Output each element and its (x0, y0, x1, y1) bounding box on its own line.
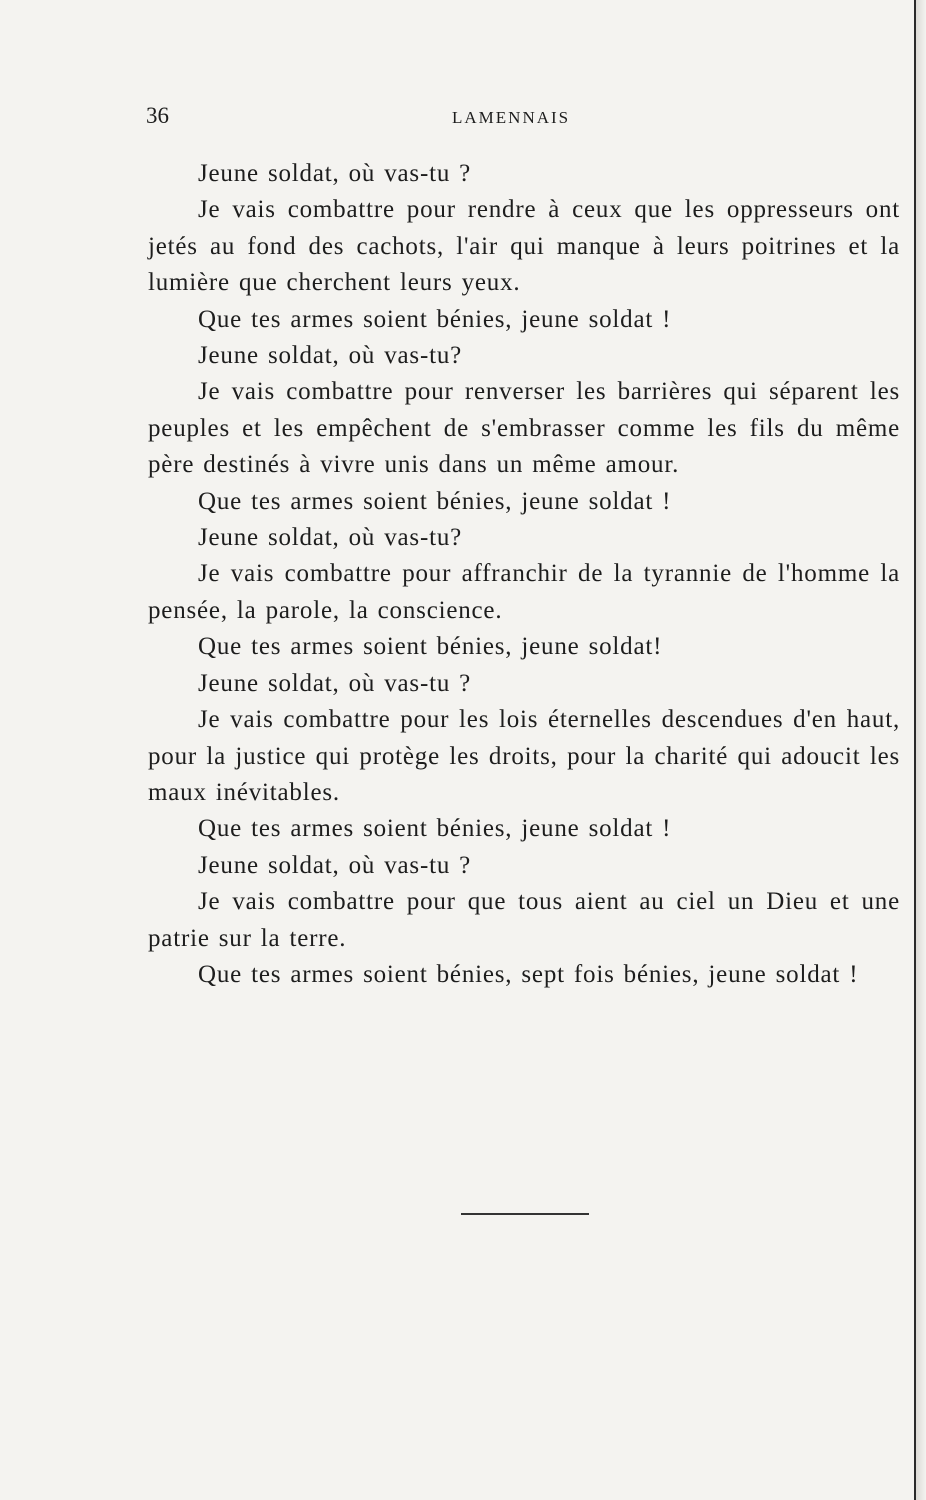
body-text (148, 156, 900, 993)
paragraph: Je vais combattre pour que tous aient au ciel un Dieu et une patrie sur la terre. (148, 888, 900, 952)
paragraph: Jeune soldat, où vas-tu? (198, 524, 463, 552)
paragraph: Jeune soldat, où vas-tu? (198, 342, 463, 370)
page-edge-shadow (916, 0, 926, 1500)
paragraph: Jeune soldat, où vas-tu ? (198, 160, 472, 187)
paragraph: Que tes armes soient bénies, jeune soldat ! (198, 815, 672, 843)
end-rule (461, 1213, 589, 1215)
paragraph: Je vais combattre pour affranchir de la tyrannie de l'homme la pensée, la parole, la conscience. (148, 560, 900, 624)
paragraph: Je vais combattre pour les lois éternelles descendues d'en haut, pour la justice qui protège les droits, pour la charité qui adoucit les maux inévitables. (148, 706, 900, 806)
paragraph: Que tes armes soient bénies, sept fois bénies, jeune soldat ! (198, 960, 859, 988)
page-edge-line (914, 0, 916, 1500)
paragraph: Jeune soldat, où vas-tu ? (198, 669, 472, 697)
paragraph: Jeune soldat, où vas-tu ? (198, 851, 472, 879)
running-head: LAMENNAIS (452, 108, 571, 127)
paragraph: Que tes armes soient bénies, jeune soldat ! (198, 305, 672, 333)
paragraph: Je vais combattre pour renverser les barrières qui séparent les peuples et les empêchent de s'embrasser comme les fils du même père destinés à vivre unis dans un même amour. (148, 378, 900, 479)
page-number: 36 (146, 103, 169, 128)
paragraph: Que tes armes soient bénies, jeune soldat! (198, 633, 663, 661)
paragraph: Que tes armes soient bénies, jeune soldat ! (198, 487, 672, 515)
paragraph: Je vais combattre pour rendre à ceux que les oppresseurs ont jetés au fond des cachots, l'air qui manque à leurs poitrines et la lumière que cherchent leurs yeux. (148, 196, 900, 297)
